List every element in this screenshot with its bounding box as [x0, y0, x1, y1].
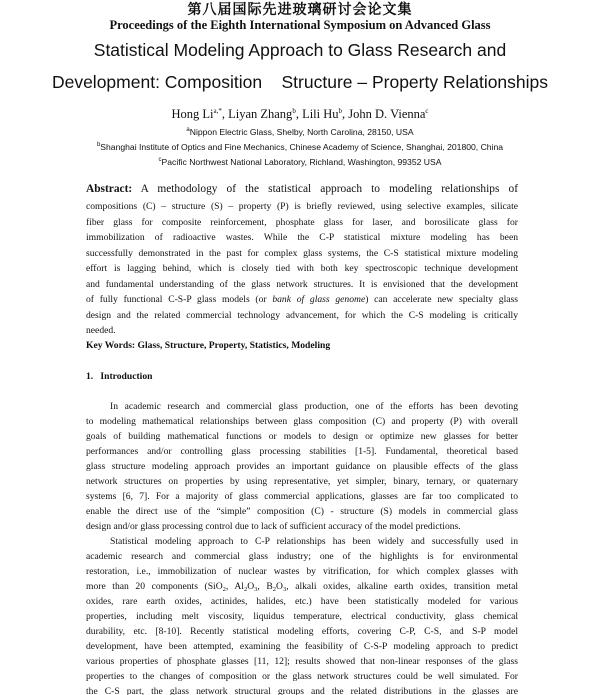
body-text-line: to modeling mathematical relationships between glass composition (C) and property (P) with overall [86, 416, 518, 427]
author-name: Hong Li [171, 107, 214, 122]
author-name: Lili Hu [302, 107, 339, 122]
body-text-line: various properties of phosphate glasses [11, 12]; results showed that non-linear responses of the glass [86, 656, 518, 667]
author-list: Hong $Li^{a,*}$, Liyan Zhang$^b$, Lili Hu$^b$, John D. Vienna$^c$ [171, 107, 429, 122]
body-text-line: restoration, i.e., immobilization of nuclear wastes by vitrification, for which complex glasses with [86, 566, 518, 577]
body-text-line: durability, etc. [8-10]. Recently statistical modeling efforts, covering C-P, C-S, and S-P model [86, 626, 518, 637]
body-text-line: glass structure modeling approach provides an important guidance on plausible effects of the glass [86, 461, 518, 472]
author-affiliation-mark: c [425, 107, 429, 115]
body-text-line: properties to the changes of composition or the glass network structures could be well simulated. For [86, 671, 518, 682]
keywords-label: Key Words: [86, 340, 136, 351]
keywords-line [86, 340, 518, 352]
paper-title-line-1: Statistical Modeling Approach to Glass Research and [93, 40, 507, 60]
proceedings-english-header: Proceedings of the Eighth International Symposium on Advanced Glass [109, 18, 491, 32]
author-affiliation-mark: b [292, 107, 296, 115]
author-affiliation-mark: b [338, 107, 343, 115]
abstract-label: Abstract: [86, 183, 133, 195]
body-text-line: enable the direct use of the “simple” composition (C) - structure (S) models in commercial glass [86, 506, 518, 517]
body-text-line: academic research and commercial glass industry; one of the highlights is for environmental [86, 551, 518, 562]
abstract-line: fiber glass for composite reinforcement, phosphate glass for laser, and borosilicate glass for [86, 217, 518, 228]
abstract-line: immobilization of radioactive wastes. While the C-P statistical mixture modeling has been [86, 232, 518, 243]
body-text-line: design and/or glass processing control due to lack of sufficient accuracy of the model predictions. [86, 521, 461, 532]
author-affiliation-mark: a,* [213, 107, 222, 115]
body-text-line: more than 20 components (SiO$_2$, $Al_2O_3$, $B_2O_3$, alkali oxides, alkaline earth oxides, transition metal [86, 581, 518, 593]
section-heading: 1. Introduction [86, 371, 153, 382]
body-text-line: network structures on properties by using representative, yet simpler, binary, ternary, or quaternary [86, 476, 518, 487]
abstract-line: design and the related commercial technology advancement, for which the C-S modeling is critically [86, 310, 518, 321]
author-name: Liyan Zhang [228, 107, 293, 122]
abstract-line: needed. [86, 325, 116, 336]
body-text-line: goals of building mathematical functions or models to design or optimize new glasses for better [86, 431, 518, 442]
body-text-line: systems [6, 7]. For a majority of glass commercial applications, glasses are far too complicated to [86, 491, 518, 502]
body-text-line: oxides, rare earth oxides, actinides, halides, etc.) have been statistically modeled for various [86, 596, 518, 607]
body-text-line: In academic research and commercial glass production, one of the efforts has been devoting [110, 401, 518, 412]
bank-of-glass-genome-phrase: bank of glass genome [272, 294, 366, 305]
body-text-line: properties, including melt viscosity, liquidus temperature, electrical conductivity, glass chemical [86, 611, 518, 622]
abstract-line: effort is lagging behind, which is closely tied with both key spectroscopic technique development [86, 263, 518, 274]
proceedings-chinese-header: 第八届国际先进玻璃研讨会论文集 [187, 2, 413, 18]
body-text-line: the C-S part, the glass network structural groups and the related distributions in the glasses are [86, 686, 518, 695]
body-text-line: Statistical modeling approach to C-P relationships has been widely and successfully used in [110, 536, 518, 547]
author-name: John D. Vienna [348, 107, 426, 122]
affiliation-c: $^c$Pacific Northwest National Laboratory, Richland, Washington, 99352 USA [158, 156, 442, 167]
body-text-line: development, have been attempted, examining the feasibility of C-S-P modeling approach to predict [86, 641, 518, 652]
abstract-line: of fully functional C-S-P glass models (or bank of glass genome) can accelerate new specialty glass [86, 294, 518, 305]
keywords-text: Glass, Structure, Property, Statistics, Modeling [137, 340, 331, 351]
affiliation-b: $^b$Shanghai Institute of Optics and Fine Mechanics, Chinese Academy of Science, Shanghai, 201800, China [96, 141, 504, 152]
body-text-line: performances and/or controlling glass processing stabilities [1-5]. Fundamental, theoretical based [86, 446, 518, 457]
abstract-line: compositions (C) – structure (S) – property (P) is briefly reviewed, using selective examples, silicate [86, 201, 518, 212]
affiliation-a: $^a$Nippon Electric Glass, Shelby, North Carolina, 28150, USA [186, 126, 414, 137]
paper-title-line-2: Development: Composition Structure – Property Relationships [51, 72, 549, 92]
abstract-line: and fundamental understanding of the glass network structures. It is envisioned that the development [86, 279, 518, 290]
abstract-line: successfully demonstrated in the past for complex glass systems, the C-S statistical mixture modeling [86, 248, 518, 259]
abstract-line: Abstract: A methodology of the statistical approach to modeling relationships of [86, 183, 518, 195]
